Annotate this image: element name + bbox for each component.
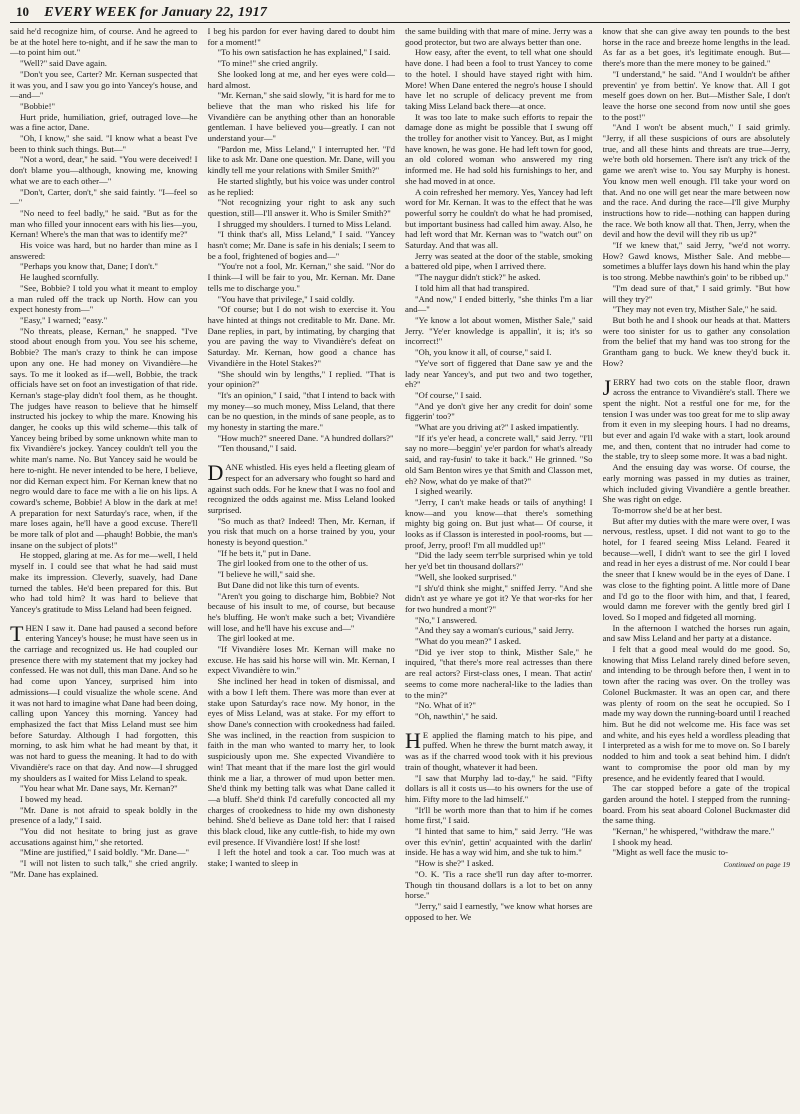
paragraph: "I hinted that same to him," said Jerry. "He was over this ev'nin', gettin' acquainted with the darlin' inside. He has a way wid him, and she tuk to him.": [405, 826, 593, 858]
section-break: [10, 615, 198, 623]
masthead: EVERY WEEK for January 22, 1917: [44, 5, 268, 20]
paragraph: It was too late to make such efforts to repair the damage done as might be possible that I swung off the trolley for another visit to Yancey. But, as I might have known, he was gone. He had left town for good, an old colored woman who answered my ring informed me. He had sold his furnishings to her, and she had moved in at once.: [405, 111, 593, 186]
paragraph: "If he bets it," put in Dane.: [217, 547, 311, 558]
paragraph: "And ye don't give her any credit for doin' some figgerin' too?": [405, 400, 593, 422]
column-1: [10, 26, 198, 1108]
paragraph: "I believe he will," said she.: [217, 569, 316, 580]
paragraph: The car stopped before a gate of the tropical garden around the hotel. I stepped from the running-board. From his seat aboard Colonel Buckmaster did the same thing.: [602, 783, 790, 826]
paragraph: But after my duties with the mare were over, I was nervous, restless, upset. I did not want to go to the hotel, for I feared seeing Miss Leland. Feared it because—well, I didn't want to see the girl I loved and read in her eyes a distrust of me. Nor could I bear the sneer that I knew would be in the eyes of Dane. I was close to the fighting point. A little more of Dane and I'd go to the floor with him, and that, I feared, would damn me forever with the gently bred girl I loved. So I moped and fidgeted all morning.: [602, 515, 790, 622]
paragraph: "Oh, nawthin'," he said.: [415, 711, 498, 721]
paragraph: "Don't, Carter, don't," she said faintly. "I—feel so—": [10, 186, 198, 208]
paragraph: How easy, after the event, to tell what one should have done. I had been a fool to trust Yancey to come to the hotel. I should have stayed right with him. More! When Dane entered the negro's house I should have let no scruple of delicacy prevent me from taking Miss Leland back there—at once.: [405, 47, 593, 111]
paragraph: "Kernan," he whispered, "withdraw the mare.": [612, 826, 775, 837]
paragraph: "Oh, you know it all, of course," said I.: [415, 347, 552, 358]
paragraph: "I sh'u'd think she might," sniffed Jerry. "And she didn't ast ye whare ye got it? Ye that wor-rks for her for two hundred a mont'?": [405, 582, 593, 614]
paragraph: "And now," I ended bitterly, "she thinks I'm a liar and—": [405, 293, 593, 315]
paragraph: I shook my head.: [612, 836, 673, 847]
paragraph: "Ye know a lot about women, Misther Sale," said Jerry. "Ye'er knowledge is appallin', it is; it's so incorrect!": [405, 314, 593, 347]
column-4: [603, 26, 791, 1108]
continued-note: Continued on page 19: [723, 860, 790, 870]
paragraph: "To his own satisfaction he has explained," I said.: [217, 47, 391, 58]
section-break: [405, 722, 593, 730]
paragraph: I left the hotel and took a car. Too much was at stake; I wanted to sleep in: [207, 847, 395, 869]
paragraph: She looked long at me, and her eyes were cold—hard almost.: [207, 68, 395, 90]
paragraph: "I will not listen to such talk," she cried angrily. "Mr. Dane has explained.: [10, 858, 198, 879]
paragraph: "Perhaps you know that, Dane; I don't.": [20, 261, 158, 272]
paragraph: "I understand," he said. "And I wouldn't be afther preventin' ye from bettin'. Ye know that. All I got meself goes down on her. But—Misther Sale, I don't leave the horse one second from now until she goes to the post!": [602, 68, 790, 122]
paragraph: "Ye've sort of figgered that Dane saw ye and the lady near Yancey's, and put two and two together, eh?": [405, 357, 593, 390]
paragraph: "So much as that? Indeed! Then, Mr. Kernan, if you risk that much on a horse trained by you, your honesty is beyond question.": [207, 515, 395, 548]
paragraph: "How is she?" I asked.: [415, 858, 494, 869]
section-break: [208, 454, 396, 462]
paragraph: said he'd recognize him, of course. And he agreed to be at the hotel here to-night, and if he saw the man to—to point him out.": [10, 26, 198, 58]
paragraph: know that she can give away ten pounds to the best horse in the race and breeze home lengths in the lead. As far as a bet goes, it's legitimate enough. But—there's more than the mere money to be gained.": [602, 26, 790, 69]
paragraph: "Pardon me, Miss Leland," I interrupted her. "I'd like to ask Mr. Dane one question. Mr. Dane, will you kindly tell me your relations with Smiler Smith?": [207, 143, 395, 176]
paragraph: "Might as well face the music to-: [612, 847, 728, 858]
paragraph: "Not recognizing your right to ask any such question, still—I'll answer it. Who is Smiler Smith?": [207, 197, 395, 218]
paragraph: "Not a word, dear," he said. "You were deceived! I don't blame you—although, knowing me, knowing what we are to each other—": [10, 154, 198, 186]
paragraph: "Did the lady seem terr'ble surprised whin ye told her ye'd bet tin thousand dollars?": [405, 550, 593, 572]
paragraph: "Aren't you going to discharge him, Bobbie? Not because of his insult to me, of course, but because he's bluffing. He won't make such a bet; Vivandière will lose, and he'll have his excuse and—": [207, 590, 395, 633]
paragraph: "Did ye iver stop to think, Misther Sale," he inquired, "that there's more real actresses than there are real actors? First-class ones, I mean. That actin' seems to come more nacheral-like to the ladies than to the min?": [405, 646, 593, 700]
paragraph: "And I won't be absent much," I said grimly. "Jerry, if all these suspicions of ours are absolutely true, and all these hints and threats are true—Jerry, we're both old horsemen. There isn't any trick of the game we aren't wise to. You say Murphy is honest. You know men well enough. I'll take your word on that. And no one will get near the mare between now and the race. And during the race—I'll give Murphy instructions how to ride—nothing can happen during the race. We both know all that. Then, Jerry, when the devil and how the devil will they rib us up?": [602, 122, 790, 240]
paragraph: "And they say a woman's curious," said Jerry.: [415, 625, 574, 636]
paragraph: "I'm dead sure of that," I said grimly. "But how will they try?": [602, 282, 790, 304]
column-2: [208, 26, 396, 1108]
paragraph: I told him all that had transpired.: [415, 282, 530, 293]
paragraph: "Of course," I said.: [415, 389, 482, 400]
paragraph: "No threats, please, Kernan," he snapped. "I've stood about enough from you. You see his scheme, Bobbie? The man's crazy to think he can impose upon any one. He had money on Vivandière—he says. To me it looked as if—well, Bobbie, the track officials have set on foot an investigation of that ride. Kernan's stage-play didn't fool them, as he thought. The judges have reason to believe that he himself instructed his jockey to whip the mare. Knowing his danger, he cooks up this wild scheme—this talk of Yancey being bribed by some unknown white man to fix Vivandière's jockey. Yancey couldn't tell you the white man's name. No. But Yancey said he would be here to-night. He never intended to be here, I believe, nor did Kernan expect him. For Kernan knew that no negro would dare to face me with a lie on his lips. A coward's scheme, Bobbie! A blow in the dark at me! A preparation for next Saturday's race, when, if the mare loses again, he'll have a good excuse. There'll be more talk of plot and —phaugh! Bobbie, the man's insane on the subject of plots!": [10, 325, 198, 550]
paragraph: "Bobbie!": [20, 100, 56, 111]
paragraph: I beg his pardon for ever having dared to doubt him for a moment!": [207, 26, 395, 47]
paragraph: "Mr. Dane is not afraid to speak boldly in the presence of a lady," I said.: [10, 804, 198, 826]
paragraph: "Mr. Kernan," she said slowly, "it is hard for me to believe that the man who risked his life for Vivandière can be anything other than an honorable gentleman. I have believed you—greatly. I can not understand your—": [207, 90, 395, 144]
paragraph: "You hear what Mr. Dane says, Mr. Kernan?": [20, 783, 178, 794]
paragraph: "Mine are justified," I said boldly. "Mr. Dane—": [20, 847, 189, 858]
article-body: [10, 26, 790, 1108]
paragraph: In the afternoon I watched the horses run again, and saw Miss Leland and her party at a distance.: [602, 622, 790, 644]
paragraph: "If Vivandière loses Mr. Kernan will make no excuse. He has said his horse will win. Mr. Kernan, I expect Vivandière to win.": [207, 644, 395, 676]
paragraph: HE applied the flaming match to his pipe, and puffed. When he threw the burnt match away, it was as if the charred wood took with it his previous train of thought, whatever it had been.: [405, 727, 593, 772]
paragraph: "Easy," I warned; "easy.": [20, 314, 108, 325]
paragraph: I felt that a good meal would do me good. So, knowing that Miss Leland rarely dined before seven, and intending to be through before then, I went in to town after the racing was over. On the trolley was Colonel Buckmaster. It was an open car, and there was plenty of room on the seat he occupied. So I made my way down the running-board until I reached him. But he did not welcome me. His face was set and white, and his eyes held a wordless pleading that I interpreted as a wish for me to move on. So I barely nodded to him and took a seat behind him. I didn't want to compromise the poor old man by my presence, and he evidently feared that I would.: [602, 644, 790, 783]
paragraph: "No need to feel badly," he said. "But as for the man who filled your innocent ears with his lies—you, Kernan! Where's the man that was to identify me?": [10, 207, 198, 240]
paragraph: DANE whistled. His eyes held a fleeting gleam of respect for an adversary who fought so hard and against such odds. For he knew that I was no fool and recognized the odds against me. Miss Leland looked surprised.: [207, 460, 395, 515]
paragraph: He started slightly, but his voice was under control as he replied:: [207, 175, 395, 197]
paragraph: "To mine!" she cried angrily.: [217, 58, 318, 69]
paragraph: She inclined her head in token of dismissal, and with a bow I left them. There was more than ever at stake upon Saturday's race now. My honor, in the eyes of Miss Leland, was at stake. For my effort to show Dane's connection with crookedness had failed. She was inclined, in the reaction from suspicion to faith in the man who wanted to marry her, to look suspiciously upon me. She expected Vivandière to win! That meant that if the mare lost the girl would think me a liar, a thrower of mud upon better men. She'd think my betting talk was what Dane called it—a bluff. She'd think I'd carefully concocted all my charges of crookedness to hide my own dishonesty behind. She'd believe as Dane told her: that I raised this black cloud, like any cuttle-fish, to hide my own evil presence. If Vivandière lost! If she lost!: [207, 676, 395, 847]
paragraph: "Don't you see, Carter? Mr. Kernan suspected that it was you, and I saw you go into Yancey's house, and—and—": [10, 68, 198, 101]
paragraph: "They may not even try, Misther Sale," he said.: [612, 304, 778, 315]
paragraph: But both he and I shook our heads at that. Matters were too sinister for us to gather any consolation from the belief that my hand was too strong for the Grantham gang to buck. We knew they'd buck it. How?: [602, 314, 790, 368]
paragraph: He stopped, glaring at me. As for me—well, I held myself in. I could see that what he had said must make its impression. Cleverly, suavely, had Dane turned the tables. He'd been prepared for this. But who had told him? It was hard to believe that Yancey's gratitude to Miss Leland had been feigned.: [10, 550, 198, 614]
paragraph: "No," I answered.: [415, 614, 478, 625]
paragraph: "Oh, I know," she said. "I know what a beast I've been to think such things. But—": [10, 133, 198, 154]
paragraph: "See, Bobbie? I told you what it meant to employ a man ruled off the track up North. How can you expect honesty from—": [10, 282, 198, 315]
paragraph: "Of course; but I do not wish to exercise it. You have hinted at things not creditable to Mr. Dane. Mr. Dane replies, in part, by intimating, by charging that you are paving the way to Vivandière's defeat on Saturday. Mr. Kernan, how good a chance has Vivandière in the Hotel Stakes?": [207, 304, 395, 368]
page-number: 10: [16, 4, 29, 19]
paragraph: "I think that's all, Miss Leland," I said. "Yancey hasn't come; Mr. Dane is safe in his denials; I seem to be a fool, frightened of bogies and—": [207, 229, 395, 261]
paragraph: "Jerry, I can't make heads or tails of anything! I know—and you know—that there's something mighty big going on. But just what— Of course, it looks as if Classon is interested in pool-rooms, but —proof, Jerry, proof! I'm all muddled up!": [405, 496, 593, 550]
paragraph: To-morrow she'd be at her best.: [612, 504, 723, 515]
paragraph: "The naygur didn't stick?" he asked.: [415, 272, 541, 283]
paragraph: "If we knew that," said Jerry, "we'd not worry. How? Gawd knows, Misther Sale. And mebbe—sometimes a bluffer lays down his hand whin the play is too strong. Mebbe nawthin's goin' to be ribbed up.": [602, 240, 790, 283]
section-break: [603, 369, 791, 377]
paragraph: I sighed wearily.: [415, 486, 473, 497]
paragraph: "You have that privilege," I said coldly.: [217, 293, 355, 304]
paragraph: The girl looked at me.: [217, 633, 295, 644]
column-3: [405, 26, 593, 1108]
paragraph: "It's an opinion," I said, "that I intend to back with my money—so much money, Miss Leland, that there can be no question, in the minds of sane people, as to my honesty in starting the mare.": [207, 389, 395, 433]
paragraph: I shrugged my shoulders. I turned to Miss Leland.: [217, 218, 392, 229]
paragraph: "O. K. 'Tis a race she'll run day after to-morrer. Though tin thousand dollars is a lot to bet on anny horse.": [405, 868, 593, 901]
paragraph: "Ten thousand," I said.: [217, 443, 297, 454]
paragraph: "She should win by lengths," I replied. "That is your opinion?": [207, 368, 395, 390]
paragraph: Hurt pride, humiliation, grief, outraged love—he was a fine actor, Dane.: [10, 111, 198, 133]
paragraph: And the ensuing day was worse. Of course, the early morning was passed in my duties as trainer, which included giving Vivandière a gentle breather. She was right on edge.: [602, 462, 790, 505]
paragraph: "If it's ye'er head, a concrete wall," said Jerry. "I'll say no more—beggin' ye'er pardon for what's already said, and ray-fusin' to take it back." He grinned. "So old Sam Benton wires ye that Smith and Classon met, eh? Now, what do ye make of that?": [405, 432, 593, 486]
paragraph: "It'll be worth more than that to him if he comes home first," I said.: [405, 804, 593, 826]
paragraph: He laughed scornfully.: [20, 272, 99, 283]
paragraph: THEN I saw it. Dane had paused a second before entering Yancey's house; he must have seen us in the carriage and recognized us. He had coupled our presence there with my statement that my jockey had confessed. He was not dull, this man Dane. And so he had come upon Yancey, surprised him into admissions—I could visualize the whole scene. And it was not hard to imagine what Dane had been doing, calling upon Yancey this morning. Yancey had emphasized the fact that Miss Leland must see him before Saturday. Although I had forgotten, this morning, to ask him what he had meant by that, it was not hard to guess the meaning. It had to do with Vivandière's race on that day. And now—I shrugged my shoulders as I waited for Miss Leland to speak.: [10, 620, 198, 783]
paragraph: "What do you mean?" I asked.: [415, 636, 521, 647]
paragraph: "Well, she looked surprised.": [415, 571, 517, 582]
paragraph: "No. What of it?": [415, 700, 476, 711]
paragraph: "Jerry," said I earnestly, "we know what horses are opposed to her. We: [405, 900, 593, 922]
paragraph: JERRY had two cots on the stable floor, drawn across the entrance to Vivandière's stall. There we spent the night. Not a restful one for me, for the tension I was under was too great for me to slip away from it even in my sleeping hours. I had no dreams, but ever and again I'd wake with a start, look around me, and then, content that no intruder had come to the stable, try to sleep some more. It was a bad night.: [602, 374, 790, 462]
paragraph: I bowed my head.: [20, 793, 83, 804]
paragraph: A coin refreshed her memory. Yes, Yancey had left word for Mr. Kernan. It was to the effect that he was powerful sorry he couldn't do what he had promised, but important business had called him away. Also, he had left word that Mr. Kernan was to "watch out" on Saturday. And that was all.: [405, 186, 593, 251]
paragraph: "Well?" said Dave again.: [20, 58, 107, 69]
paragraph: His voice was hard, but no harder than mine as I answered:: [10, 240, 198, 261]
paragraph: The girl looked from one to the other of us.: [217, 558, 369, 569]
paragraph: "You're not a fool, Mr. Kernan," she said. "Nor do I think—I will be fair to you, Mr. Kernan. Mr. Dane tells me to discharge you.": [207, 261, 395, 293]
paragraph: "You did not hesitate to bring just as grave accusations against him," she retorted.: [10, 826, 198, 847]
paragraph: "What are you driving at?" I asked impatiently.: [415, 422, 579, 433]
page-header: [10, 2, 790, 23]
paragraph: "How much?" sneered Dane. "A hundred dollars?": [217, 432, 394, 443]
paragraph: But Dane did not like this turn of events.: [217, 579, 360, 590]
paragraph: the same building with that mare of mine. Jerry was a good protector, but two are always better than one.: [405, 26, 593, 47]
paragraph: Jerry was seated at the door of the stable, smoking a battered old pipe, when I arrived there.: [405, 250, 593, 272]
paragraph: "I saw that Murphy lad to-day," he said. "Fifty dollars is all it costs us—to his owners for the use of him. Fifty more to the lad himself.": [405, 772, 593, 804]
